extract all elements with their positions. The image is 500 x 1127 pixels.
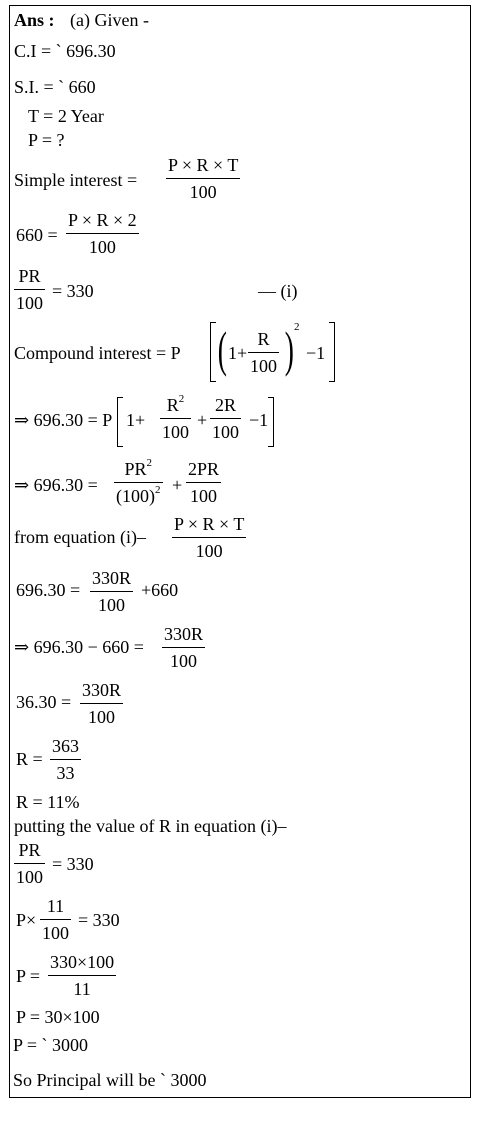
numerator: 330R <box>92 568 132 588</box>
denominator: 100 <box>250 356 277 376</box>
left-paren: ( <box>217 321 227 377</box>
2pr-over-100 <box>186 460 221 505</box>
left-bracket <box>117 397 123 447</box>
r-over-100 <box>248 330 279 375</box>
numerator: 2PR <box>188 459 220 479</box>
expanded-lhs: ⇒ 696.30 = P <box>14 410 113 430</box>
step5-lhs: 696.30 = <box>16 580 81 600</box>
left-bracket <box>210 322 216 382</box>
conclusion: So Principal will be ` 3000 <box>13 1070 207 1090</box>
numerator: R <box>257 329 270 349</box>
hundred-paren: (100) <box>116 486 155 506</box>
one-plus: 1+ <box>228 343 248 363</box>
numerator: PR <box>18 266 41 286</box>
si-formula-label: Simple interest = <box>14 170 138 190</box>
exponent: 2 <box>155 484 161 496</box>
363-over-33 <box>50 737 81 782</box>
denominator: 100 <box>190 486 218 506</box>
eq-i-fraction <box>14 267 45 312</box>
from-equation-label: from equation (i)– <box>14 527 146 547</box>
minus-one: −1 <box>249 410 269 430</box>
numerator: P × R × 2 <box>68 210 137 230</box>
numerator: 330×100 <box>50 952 115 972</box>
denominator: 100 <box>195 541 223 561</box>
denominator <box>114 483 163 505</box>
pr2-over-100sq <box>114 457 163 506</box>
step3-lhs: ⇒ 696.30 = <box>14 475 98 495</box>
numerator: 330R <box>164 624 204 644</box>
exponent: 2 <box>294 321 300 333</box>
denominator: 100 <box>189 182 217 202</box>
denominator: 100 <box>162 422 189 442</box>
denominator: 100 <box>16 867 43 887</box>
11-over-100 <box>40 897 71 942</box>
p-times: P× <box>16 910 37 930</box>
330x100-over-11 <box>48 953 116 998</box>
denominator: 33 <box>56 763 75 783</box>
numerator: 363 <box>52 736 79 756</box>
putting-label: putting the value of R in equation (i)– <box>14 816 287 836</box>
numerator: 2R <box>214 395 236 415</box>
exponent: 2 <box>178 393 185 405</box>
eq-i-rhs: = 330 <box>52 281 94 301</box>
numerator: P × R × T <box>174 514 245 534</box>
plus-sign: + <box>197 410 208 430</box>
eq-660-fraction <box>66 211 139 256</box>
right-bracket <box>329 322 335 382</box>
pr-over-100 <box>14 841 45 886</box>
ci-value: C.I = ` 696.30 <box>14 41 116 61</box>
denominator: 11 <box>73 979 91 999</box>
330r-over-100 <box>90 569 133 614</box>
rate-result: R = 11% <box>16 792 80 812</box>
eq-330: = 330 <box>52 854 94 874</box>
one-plus: 1+ <box>126 410 146 430</box>
numerator <box>122 457 154 482</box>
p-eq-label: P = <box>16 966 40 986</box>
principal-result: P = ` 3000 <box>13 1035 88 1055</box>
time-value: T = 2 Year <box>28 106 104 126</box>
denominator: 100 <box>42 923 69 943</box>
denominator: 100 <box>88 237 116 257</box>
r-eq-label: R = <box>16 749 43 769</box>
denominator: 100 <box>16 293 43 313</box>
p-product: P = 30×100 <box>16 1007 100 1027</box>
2r-over-100 <box>210 396 241 441</box>
si-formula-fraction <box>166 156 240 201</box>
numerator: 330R <box>82 680 122 700</box>
pxrxt-fraction <box>172 515 246 560</box>
si-value: S.I. = ` 660 <box>14 77 96 97</box>
numerator: P × R × T <box>168 155 239 175</box>
ci-formula-label: Compound interest = P <box>14 343 181 363</box>
plus-660: +660 <box>141 580 179 600</box>
right-bracket <box>268 397 274 447</box>
denominator: 100 <box>98 595 125 615</box>
right-paren: ) <box>284 321 294 377</box>
eq-i-tag: — (i) <box>258 281 298 301</box>
step7-lhs: 36.30 = <box>16 692 72 712</box>
eq-330: = 330 <box>78 910 120 930</box>
numerator <box>165 393 187 418</box>
r-symbol: R <box>166 395 179 415</box>
denominator: 100 <box>212 422 239 442</box>
principal-unknown: P = ? <box>28 130 65 150</box>
answer-label: Ans : <box>14 10 55 30</box>
330r-over-100 <box>80 681 123 726</box>
exponent: 2 <box>146 457 153 469</box>
330r-over-100 <box>162 625 205 670</box>
plus-sign: + <box>172 475 183 495</box>
denominator: 100 <box>88 707 115 727</box>
step6-lhs: ⇒ 696.30 − 660 = <box>14 637 144 657</box>
r2-over-100 <box>160 393 191 442</box>
pr-symbol: PR <box>124 459 147 479</box>
numerator: PR <box>18 840 41 860</box>
minus-one: −1 <box>306 343 326 363</box>
eq-660-label: 660 = <box>16 225 58 245</box>
given-label: (a) Given - <box>70 10 149 30</box>
denominator: 100 <box>170 651 197 671</box>
numerator: 11 <box>46 896 65 916</box>
